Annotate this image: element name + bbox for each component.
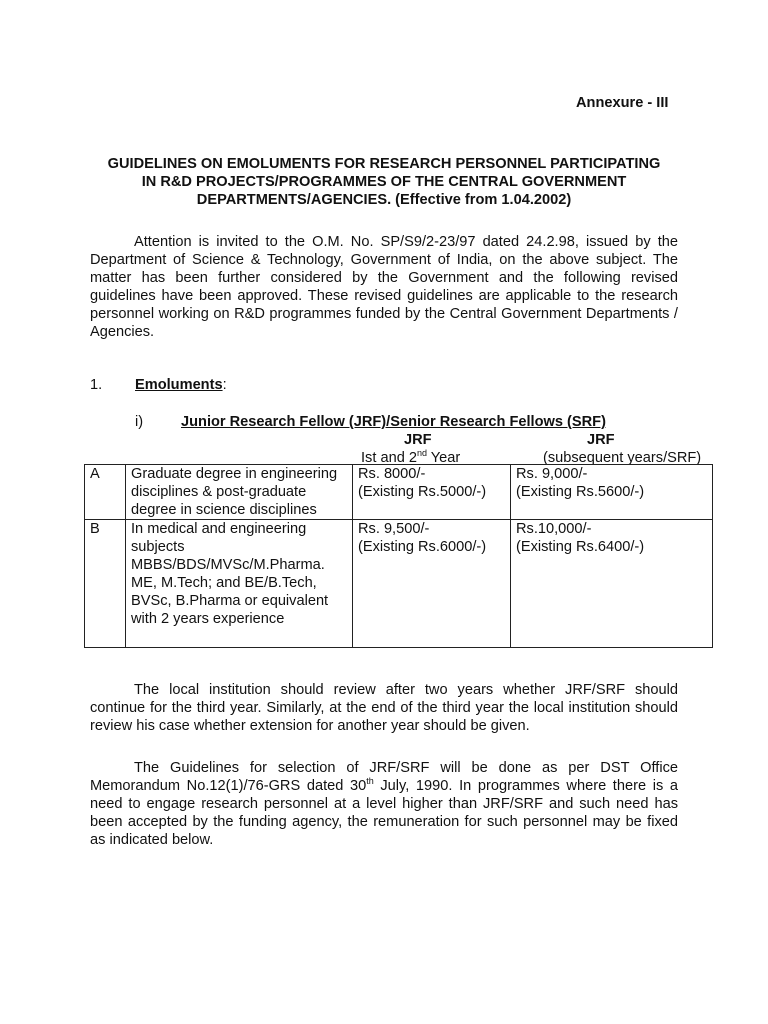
selection-text: The Guidelines for selection of JRF/SRF will be done as per DST Office Memorandum No.12(1)/76-GRS dated 30	[90, 760, 678, 794]
section-number: 1.	[90, 377, 103, 393]
section-title	[135, 376, 227, 394]
subsection-number: i)	[135, 414, 144, 430]
superscript: nd	[416, 448, 427, 459]
row-label: A	[85, 465, 126, 520]
column-head-jrf-subsequent: JRF	[587, 432, 615, 448]
selection-text: July, 1990. In programmes where there is a need to engage research personnel at a level higher than JRF/SRF and such need has been accepted by the funding agency, the remuneration for such personnel may be fixed as indicated below.	[90, 778, 678, 848]
emoluments-table	[84, 464, 713, 648]
column-head-jrf-first: JRF	[404, 432, 432, 448]
jrf-subsequent-cell: Rs.10,000/- (Existing Rs.6400/-)	[511, 520, 713, 648]
section-title-text: Emoluments	[135, 377, 223, 393]
row-label: B	[85, 520, 126, 648]
column-sub-text: Ist and 2	[361, 450, 417, 466]
subsection-title: Junior Research Fellow (JRF)/Senior Research Fellows (SRF)	[181, 414, 606, 430]
jrf-first-cell: Rs. 9,500/- (Existing Rs.6000/-)	[353, 520, 511, 648]
superscript: th	[366, 776, 374, 787]
qualification-cell: Graduate degree in engineering disciplines & post-graduate degree in science disciplines	[126, 465, 353, 520]
table-row	[85, 465, 713, 520]
annexure-label: Annexure - III	[576, 95, 669, 111]
column-sub-text: Year	[427, 450, 461, 466]
review-paragraph: The local institution should review after two years whether JRF/SRF should continue for the third year. Similarly, at the end of the third year the local institution should review his case whether extension for another year should be given.	[90, 682, 678, 734]
section-title-colon: :	[222, 377, 227, 393]
column-sub-jrf-subsequent: (subsequent years/SRF)	[543, 450, 702, 466]
document-title	[80, 155, 688, 209]
intro-paragraph: Attention is invited to the O.M. No. SP/S9/2-23/97 dated 24.2.98, issued by the Department of Science & Technology, Government of India, on the above subject. The matter has been further considered by the Government and the following revised guidelines have been approved. These revised guidelines are applicable to the research personnel working on R&D programmes funded by the Central Government Departments / Agencies.	[90, 234, 678, 340]
title-line: IN R&D PROJECTS/PROGRAMMES OF THE CENTRAL GOVERNMENT	[141, 174, 627, 190]
table-row	[85, 520, 713, 648]
jrf-first-cell: Rs. 8000/- (Existing Rs.5000/-)	[353, 465, 511, 520]
title-line: GUIDELINES ON EMOLUMENTS FOR RESEARCH PERSONNEL PARTICIPATING	[107, 156, 661, 172]
title-line: DEPARTMENTS/AGENCIES. (Effective from 1.04.2002)	[196, 192, 572, 208]
qualification-cell: In medical and engineering subjects MBBS/BDS/MVSc/M.Pharma. ME, M.Tech; and BE/B.Tech, BVSc, B.Pharma or equivalent with 2 years experience	[126, 520, 353, 648]
jrf-subsequent-cell: Rs. 9,000/- (Existing Rs.5600/-)	[511, 465, 713, 520]
selection-paragraph	[90, 759, 678, 849]
